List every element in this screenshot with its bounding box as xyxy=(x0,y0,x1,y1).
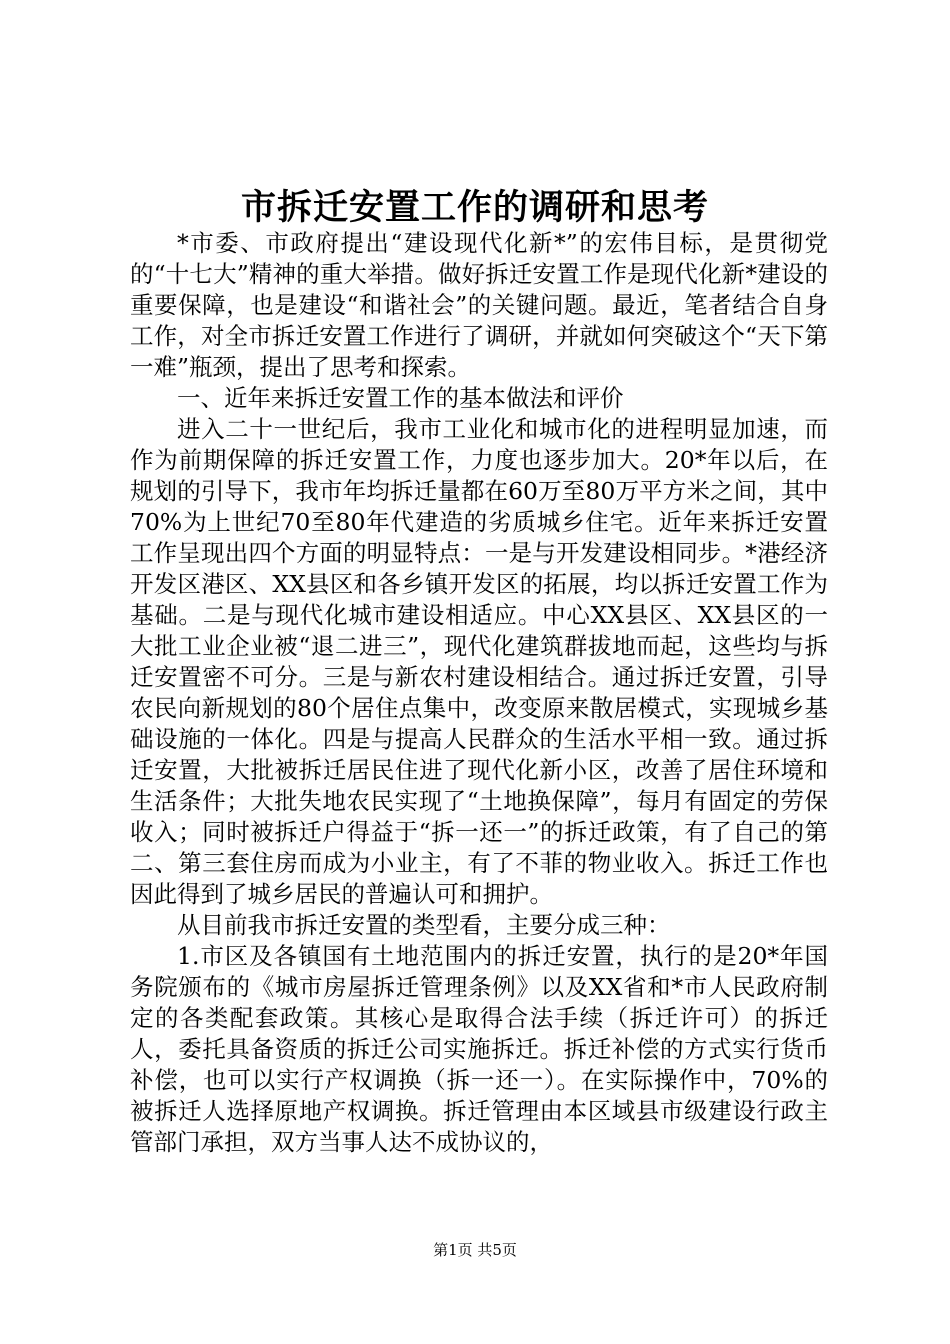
section-heading-1: 一、近年来拆迁安置工作的基本做法和评价 xyxy=(177,384,624,412)
paragraph-type-1: 1.市区及各镇国有土地范围内的拆迁安置，执行的是20*年国务院颁布的《城市房屋拆迁管理条例》以及XX省和*市人民政府制定的各类配套政策。其核心是取得合法手续（拆迁许可）的拆迁人，委托具备资质的拆迁公司实施拆迁。拆迁补偿的方式实行货币补偿，也可以实行产权调换（拆一还一）。在实际操作中，70%的被拆迁人选择原地产权调换。拆迁管理由本区域县市级建设行政主管部门承担，双方当事人达不成协议的， xyxy=(130,942,828,1156)
document-title: 市拆迁安置工作的调研和思考 xyxy=(240,187,709,228)
paragraph-intro: *市委、市政府提出“建设现代化新*”的宏伟目标，是贯彻党的“十七大”精神的重大举措。做好拆迁安置工作是现代化新*建设的重要保障，也是建设“和谐社会”的关键问题。最近，笔者结合自身工作，对全市拆迁安置工作进行了调研，并就如何突破这个“天下第一难”瓶颈，提出了思考和探索。 xyxy=(130,229,828,381)
paragraph-types: 从目前我市拆迁安置的类型看，主要分成三种： xyxy=(177,911,671,939)
paragraph-overview: 进入二十一世纪后，我市工业化和城市化的进程明显加速，而作为前期保障的拆迁安置工作，力度也逐步加大。20*年以后，在规划的引导下，我市年均拆迁量都在60万至80万平方米之间，其中70%为上世纪70至80年代建造的劣质城乡住宅。近年来拆迁安置工作呈现出四个方面的明显特点：一是与开发建设相同步。*港经济开发区港区、XX县区和各乡镇开发区的拓展，均以拆迁安置工作为基础。二是与现代化城市建设相适应。中心XX县区、XX县区的一大批工业企业被“退二进三”，现代化建筑群拔地而起，这些均与拆迁安置密不可分。三是与新农村建设相结合。通过拆迁安置，引导农民向新规划的80个居住点集中，改变原来散居模式，实现城乡基础设施的一体化。四是与提高人民群众的生活水平相一致。通过拆迁安置，大批被拆迁居民住进了现代化新小区，改善了居住环境和生活条件；大批失地农民实现了“土地换保障”，每月有固定的劳保收入；同时被拆迁户得益于“拆一还一”的拆迁政策，有了自己的第二、第三套住房而成为小业主，有了不菲的物业收入。拆迁工作也因此得到了城乡居民的普遍认可和拥护。 xyxy=(130,415,828,908)
page-footer: 第1页 共5页 xyxy=(433,1241,517,1259)
document-body xyxy=(130,228,828,1158)
